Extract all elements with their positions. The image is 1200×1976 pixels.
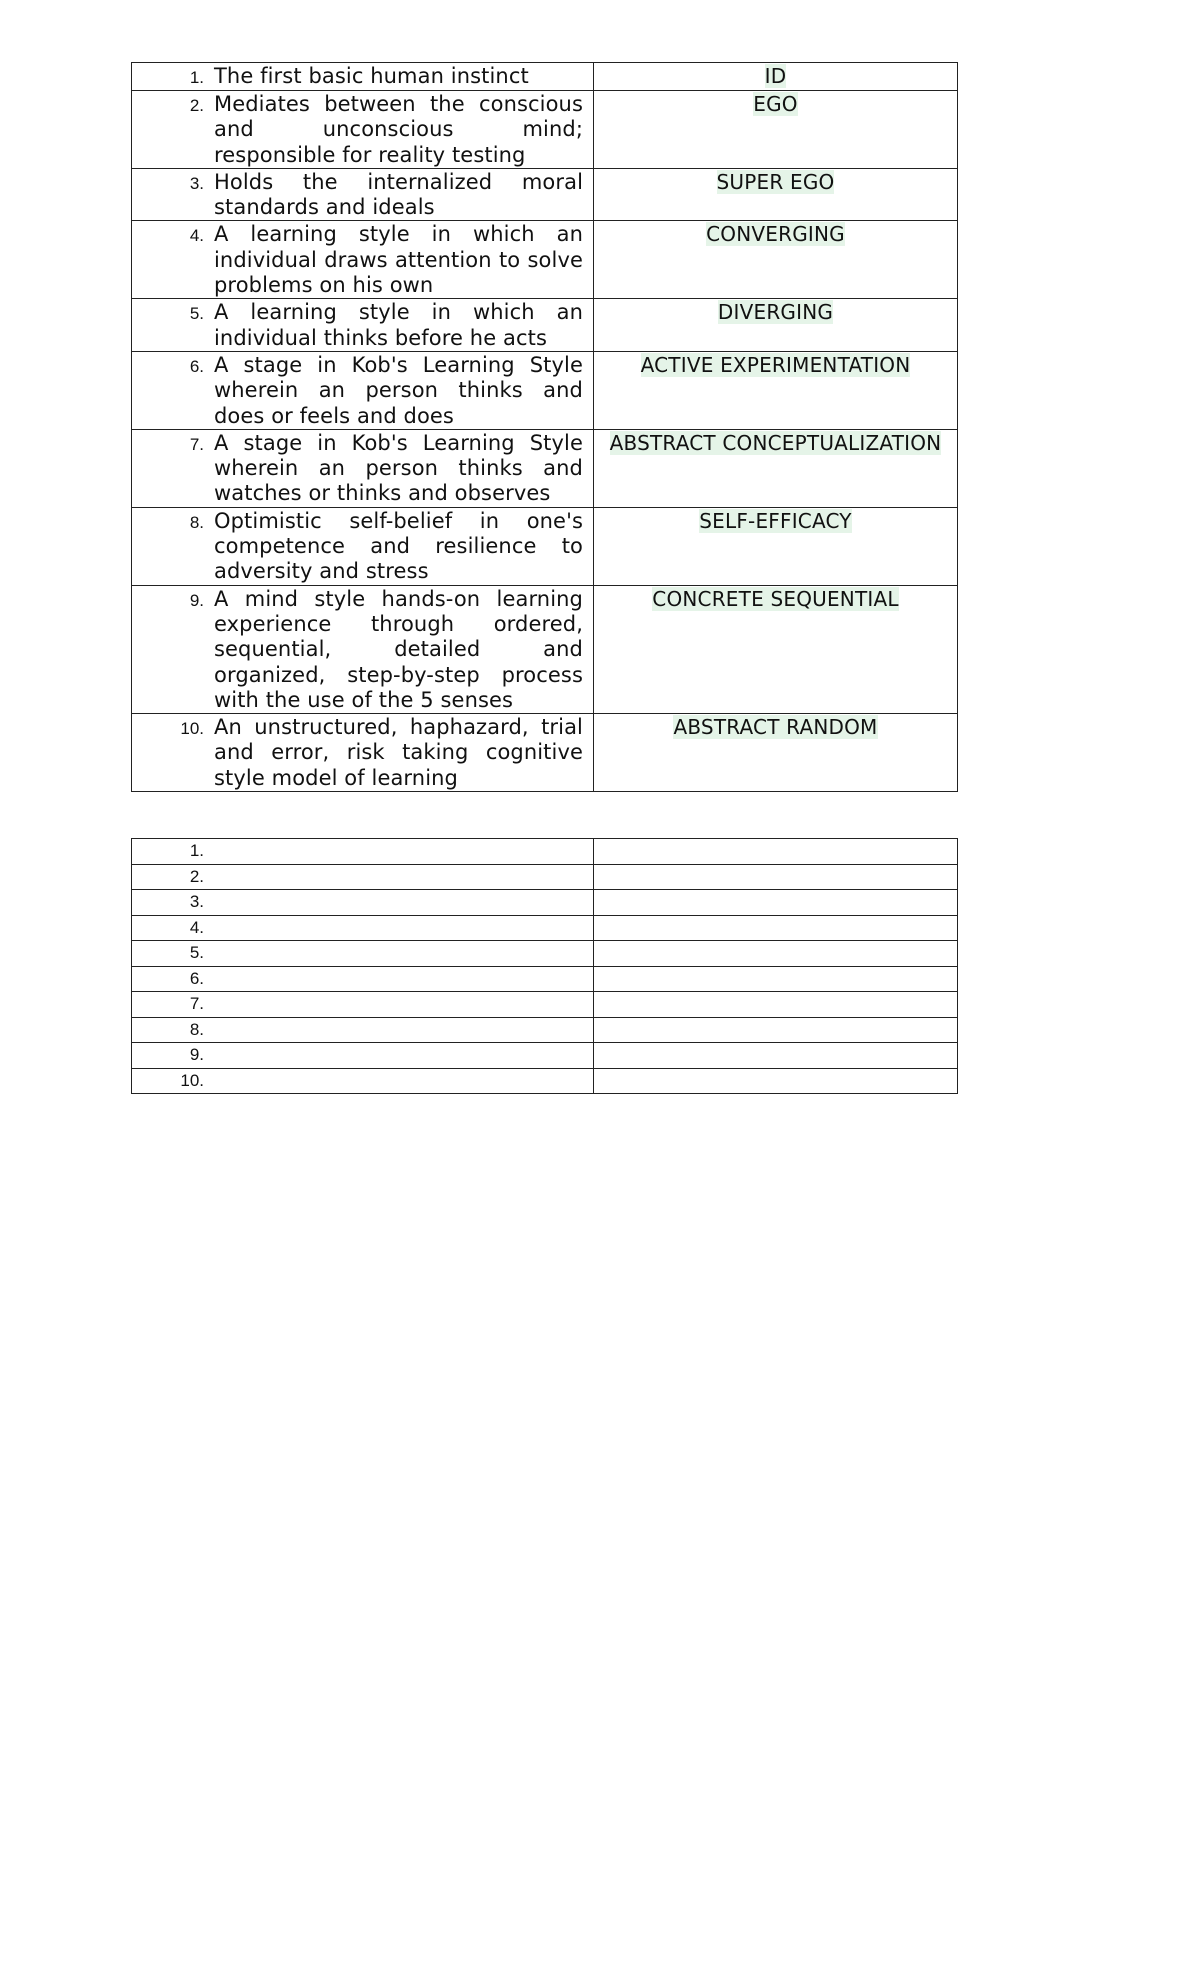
table-row bbox=[132, 1068, 958, 1094]
answer-text: ACTIVE EXPERIMENTATION bbox=[640, 352, 911, 377]
question-cell bbox=[132, 714, 594, 792]
question-cell bbox=[132, 351, 594, 429]
answer-text: EGO bbox=[753, 92, 798, 116]
number-cell bbox=[132, 864, 594, 890]
answer-cell bbox=[594, 168, 958, 221]
question-cell bbox=[132, 91, 594, 169]
table-row bbox=[132, 839, 958, 865]
item-number: 4. bbox=[189, 226, 204, 246]
item-number: 4. bbox=[189, 917, 204, 937]
question-cell bbox=[132, 429, 594, 507]
number-cell bbox=[132, 839, 594, 865]
table-row bbox=[132, 221, 958, 299]
blank-answer-cell bbox=[594, 1068, 958, 1094]
answer-cell bbox=[594, 91, 958, 169]
item-number: 8. bbox=[189, 1019, 204, 1039]
item-number: 8. bbox=[189, 512, 204, 532]
number-cell bbox=[132, 1043, 594, 1069]
item-number: 7. bbox=[189, 994, 204, 1013]
number-cell bbox=[132, 890, 594, 916]
item-number: 1. bbox=[189, 68, 204, 87]
question-text: Mediates between the conscious and unconscious mind; responsible for reality testing bbox=[214, 92, 583, 167]
item-number: 7. bbox=[189, 434, 204, 454]
question-cell bbox=[132, 63, 594, 91]
question-cell bbox=[132, 168, 594, 221]
question-cell bbox=[132, 585, 594, 713]
answer-text: ID bbox=[764, 64, 787, 88]
answer-cell bbox=[594, 429, 958, 507]
question-text: An unstructured, haphazard, trial and error, risk taking cognitive style model of learning bbox=[214, 715, 583, 790]
question-text: Holds the internalized moral standards and ideals bbox=[214, 169, 583, 220]
question-text: The first basic human instinct bbox=[214, 64, 529, 88]
table-row bbox=[132, 915, 958, 941]
table-row bbox=[132, 966, 958, 992]
blank-answer-cell bbox=[594, 890, 958, 916]
table-row bbox=[132, 63, 958, 91]
item-number: 9. bbox=[189, 590, 204, 610]
question-cell bbox=[132, 221, 594, 299]
table-row bbox=[132, 91, 958, 169]
answer-text: SELF-EFFICACY bbox=[699, 508, 852, 533]
table-row bbox=[132, 299, 958, 352]
blank-answer-cell bbox=[594, 1043, 958, 1069]
item-number: 1. bbox=[189, 841, 204, 860]
number-cell bbox=[132, 941, 594, 967]
answer-text: ABSTRACT CONCEPTUALIZATION bbox=[609, 430, 942, 455]
item-number: 6. bbox=[189, 968, 204, 988]
item-number: 2. bbox=[189, 866, 204, 886]
table-row bbox=[132, 429, 958, 507]
blank-answer-cell bbox=[594, 966, 958, 992]
question-text: A learning style in which an individual draws attention to solve problems on his own bbox=[214, 222, 583, 298]
number-cell bbox=[132, 966, 594, 992]
blank-answer-cell bbox=[594, 915, 958, 941]
blank-answer-cell bbox=[594, 1017, 958, 1043]
item-number: 3. bbox=[189, 173, 204, 193]
answer-cell bbox=[594, 63, 958, 91]
answer-cell bbox=[594, 299, 958, 352]
item-number: 3. bbox=[189, 892, 204, 911]
answer-cell bbox=[594, 585, 958, 713]
question-text: A stage in Kob's Learning Style wherein an person thinks and watches or thinks and observes bbox=[214, 430, 583, 506]
answer-text: CONCRETE SEQUENTIAL bbox=[652, 586, 899, 611]
table-row bbox=[132, 864, 958, 890]
item-number: 5. bbox=[189, 943, 204, 962]
number-cell bbox=[132, 992, 594, 1018]
answer-cell bbox=[594, 714, 958, 792]
answer-text: ABSTRACT RANDOM bbox=[673, 715, 878, 740]
item-number: 2. bbox=[189, 96, 204, 115]
table-row bbox=[132, 351, 958, 429]
table-row bbox=[132, 890, 958, 916]
table-row bbox=[132, 714, 958, 792]
item-number: 9. bbox=[189, 1045, 204, 1064]
answer-cell bbox=[594, 507, 958, 585]
table-row bbox=[132, 585, 958, 713]
question-text: A learning style in which an individual thinks before he acts bbox=[214, 300, 583, 350]
answer-text: DIVERGING bbox=[717, 300, 834, 325]
table-row bbox=[132, 992, 958, 1018]
item-number: 6. bbox=[189, 356, 204, 376]
table-row bbox=[132, 168, 958, 221]
blank-answer-cell bbox=[594, 864, 958, 890]
answer-text: SUPER EGO bbox=[716, 169, 835, 194]
item-number: 5. bbox=[189, 304, 204, 324]
blank-answer-cell bbox=[594, 941, 958, 967]
answer-cell bbox=[594, 221, 958, 299]
blank-answer-cell bbox=[594, 992, 958, 1018]
table-row bbox=[132, 507, 958, 585]
question-cell bbox=[132, 507, 594, 585]
number-cell bbox=[132, 1017, 594, 1043]
table-row bbox=[132, 1017, 958, 1043]
answer-text: CONVERGING bbox=[706, 222, 845, 247]
question-text: Optimistic self-belief in one's competence and resilience to adversity and stress bbox=[214, 508, 583, 584]
table-row bbox=[132, 1043, 958, 1069]
answer-cell bbox=[594, 351, 958, 429]
number-cell bbox=[132, 915, 594, 941]
question-text: A mind style hands-on learning experience through ordered, sequential, detailed and organized, step-by-step process with the use of the 5 senses bbox=[214, 586, 583, 712]
question-text: A stage in Kob's Learning Style wherein an person thinks and does or feels and does bbox=[214, 352, 583, 428]
item-number: 10. bbox=[180, 719, 204, 739]
blank-answer-cell bbox=[594, 839, 958, 865]
question-cell bbox=[132, 299, 594, 352]
table-row bbox=[132, 941, 958, 967]
blank-answer-table bbox=[131, 838, 958, 1094]
questions-answers-table bbox=[131, 62, 958, 792]
item-number: 10. bbox=[180, 1070, 204, 1090]
number-cell bbox=[132, 1068, 594, 1094]
